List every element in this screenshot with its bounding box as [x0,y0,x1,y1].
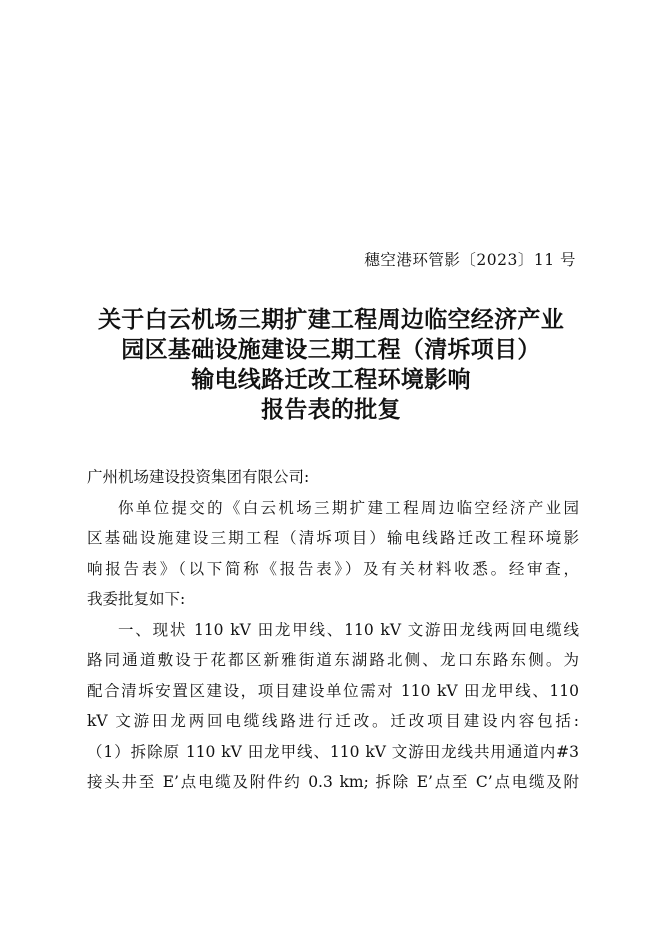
body-line-2: 区基础设施建设三期工程（清坼项目）输电线路迁改工程环境影 [87,529,579,547]
title-line-1: 关于白云机场三期扩建工程周边临空经济产业 [98,306,564,333]
document-title [0,305,662,425]
body-line-4: 我委批复如下: [87,590,186,608]
body-line-6: 路同通道敷设于花都区新雅街道东湖路北侧、龙口东路东侧。为 [87,651,579,669]
salutation: 广州机场建设投资集团有限公司: [87,468,310,486]
document-body [87,462,579,798]
document-number: 穗空港环管影〔2023〕11 号 [364,251,576,269]
title-line-2: 园区基础设施建设三期工程（清坼项目） [121,336,541,363]
body-line-7: 配合清坼安置区建设，项目建设单位需对 110 kV 田龙甲线、110 [87,681,579,700]
title-line-4: 报告表的批复 [261,396,401,423]
body-line-3: 响报告表》（以下简称《报告表》）及有关材料收悉。经审查， [87,559,579,578]
body-line-1: 你单位提交的《白云机场三期扩建工程周边临空经济产业园 [118,498,579,517]
body-line-8: kV 文游田龙两回电缆线路进行迁改。迁改项目建设内容包括: [87,712,579,730]
body-line-9: （1）拆除原 110 kV 田龙甲线、110 kV 文游田龙线共用通道内#3 [87,742,579,761]
body-line-10: 接头井至 E’点电缆及附件约 0.3 km; 拆除 E’点至 C’点电缆及附 [87,773,579,791]
title-line-3: 输电线路迁改工程环境影响 [191,366,471,393]
body-line-5: 一、现状 110 kV 田龙甲线、110 kV 文游田龙线两回电缆线 [118,620,579,639]
